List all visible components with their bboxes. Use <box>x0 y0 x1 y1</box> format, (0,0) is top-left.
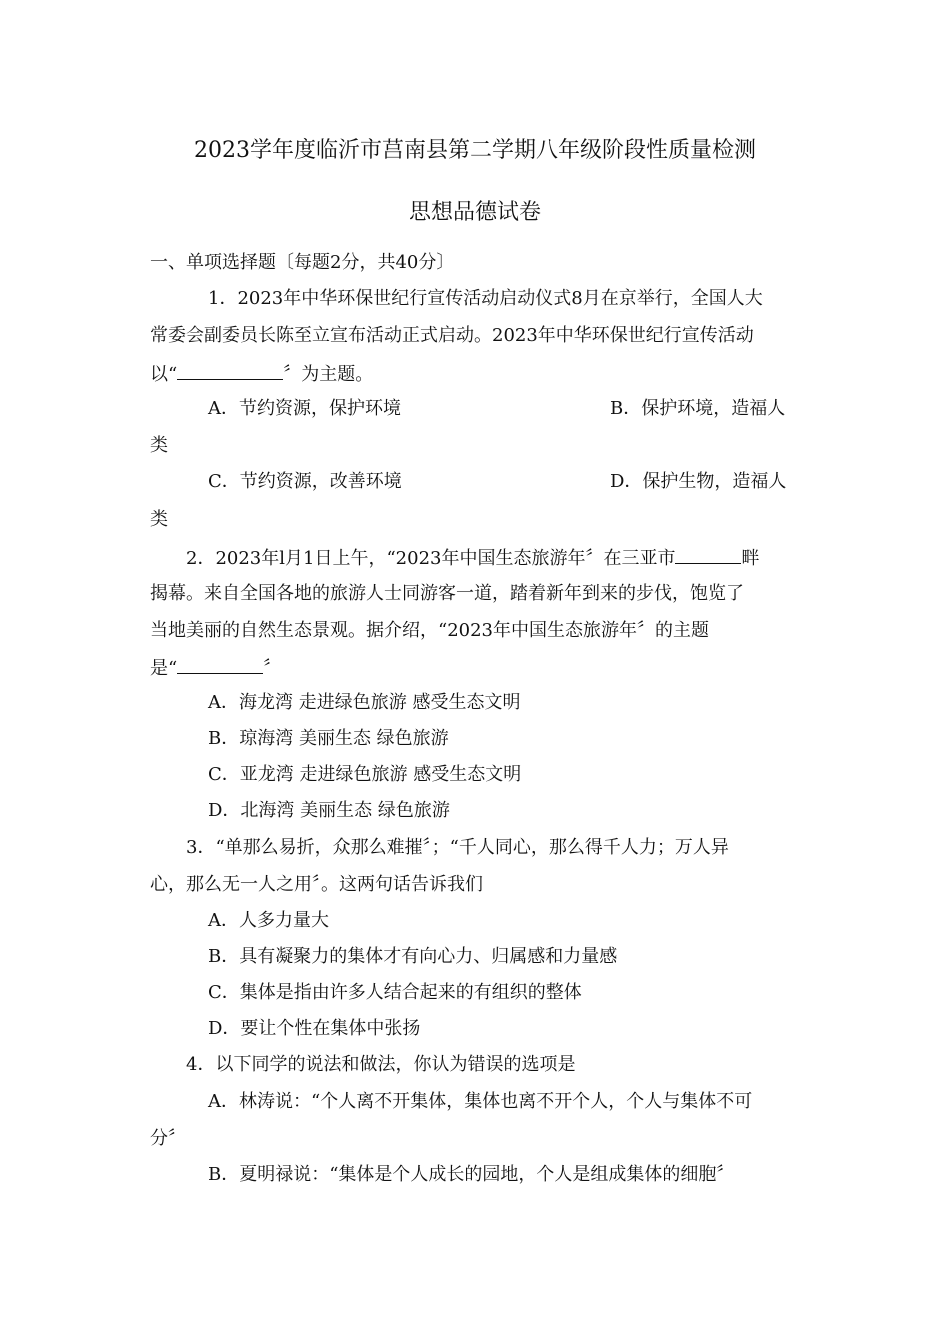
q4-line1: 4．以下同学的说法和做法，你认为错误的选项是 <box>186 1054 576 1075</box>
q3-line1: 3．“单那么易折，众那么难摧〞；“千人同心，那么得千人力；万人异 <box>186 837 729 858</box>
q2-line1-after: 畔 <box>741 548 760 569</box>
q2-line4-after: 〞 <box>263 658 282 679</box>
q3-option-a: A．人多力量大 <box>208 910 329 931</box>
q2-option-b: B．琼海湾 美丽生态 绿色旅游 <box>208 728 449 749</box>
q1-option-a: A．节约资源，保护环境 <box>208 398 401 419</box>
q4-option-a-wrap: 分〞 <box>150 1128 186 1149</box>
q1-option-b-wrap: 类 <box>150 435 168 456</box>
q2-option-a: A．海龙湾 走进绿色旅游 感受生态文明 <box>208 692 521 713</box>
q2-line4 <box>150 655 281 681</box>
q1-answer-blank <box>177 361 283 380</box>
q2-line2: 揭幕。来自全国各地的旅游人士同游客一道，踏着新年到来的步伐，饱览了 <box>150 583 744 604</box>
q3-option-c: C．集体是指由许多人结合起来的有组织的整体 <box>208 982 582 1003</box>
q2-line1 <box>186 545 759 571</box>
q1-option-d-wrap: 类 <box>150 509 168 530</box>
q1-line1: 1．2023年中华环保世纪行宣传活动启动仪式8月在京举行，全国人大 <box>208 288 763 309</box>
section-heading: 一、单项选择题〔每题2分，共40分〕 <box>150 252 455 273</box>
exam-subtitle: 思想品德试卷 <box>408 200 541 225</box>
q2-line1-before: 2．2023年l月1日上午，“2023年中国生态旅游年〞在三亚市 <box>186 548 676 569</box>
q2-option-c: C．亚龙湾 走进绿色旅游 感受生态文明 <box>208 764 522 785</box>
q1-line3-before: 以“ <box>150 364 178 385</box>
q3-option-d: D．要让个性在集体中张扬 <box>208 1018 421 1039</box>
q2-theme-blank <box>177 655 263 674</box>
q4-option-b: B．夏明禄说：“集体是个人成长的园地，个人是组成集体的细胞〞 <box>208 1164 735 1185</box>
q1-line3-after: 〞为主题。 <box>283 364 374 385</box>
q2-location-blank <box>675 545 741 564</box>
q1-option-b: B．保护环境，造福人 <box>610 398 786 419</box>
q3-option-b: B．具有凝聚力的集体才有向心力、归属感和力量感 <box>208 946 618 967</box>
q1-line2: 常委会副委员长陈至立宣布活动正式启动。2023年中华环保世纪行宣传活动 <box>150 325 754 346</box>
q2-line4-before: 是“ <box>150 658 178 679</box>
q3-line2: 心，那么无一人之用〞。这两句话告诉我们 <box>150 874 483 895</box>
q2-line3: 当地美丽的自然生态景观。据介绍，“2023年中国生态旅游年〞的主题 <box>150 620 710 641</box>
q1-option-d: D．保护生物，造福人 <box>610 471 787 492</box>
q2-option-d: D．北海湾 美丽生态 绿色旅游 <box>208 800 450 821</box>
q4-option-a: A．林涛说：“个人离不开集体，集体也离不开个人，个人与集体不可 <box>208 1091 753 1112</box>
exam-title: 2023学年度临沂市莒南县第二学期八年级阶段性质量检测 <box>194 138 756 163</box>
q1-line3 <box>150 361 373 387</box>
q1-option-c: C．节约资源，改善环境 <box>208 471 402 492</box>
